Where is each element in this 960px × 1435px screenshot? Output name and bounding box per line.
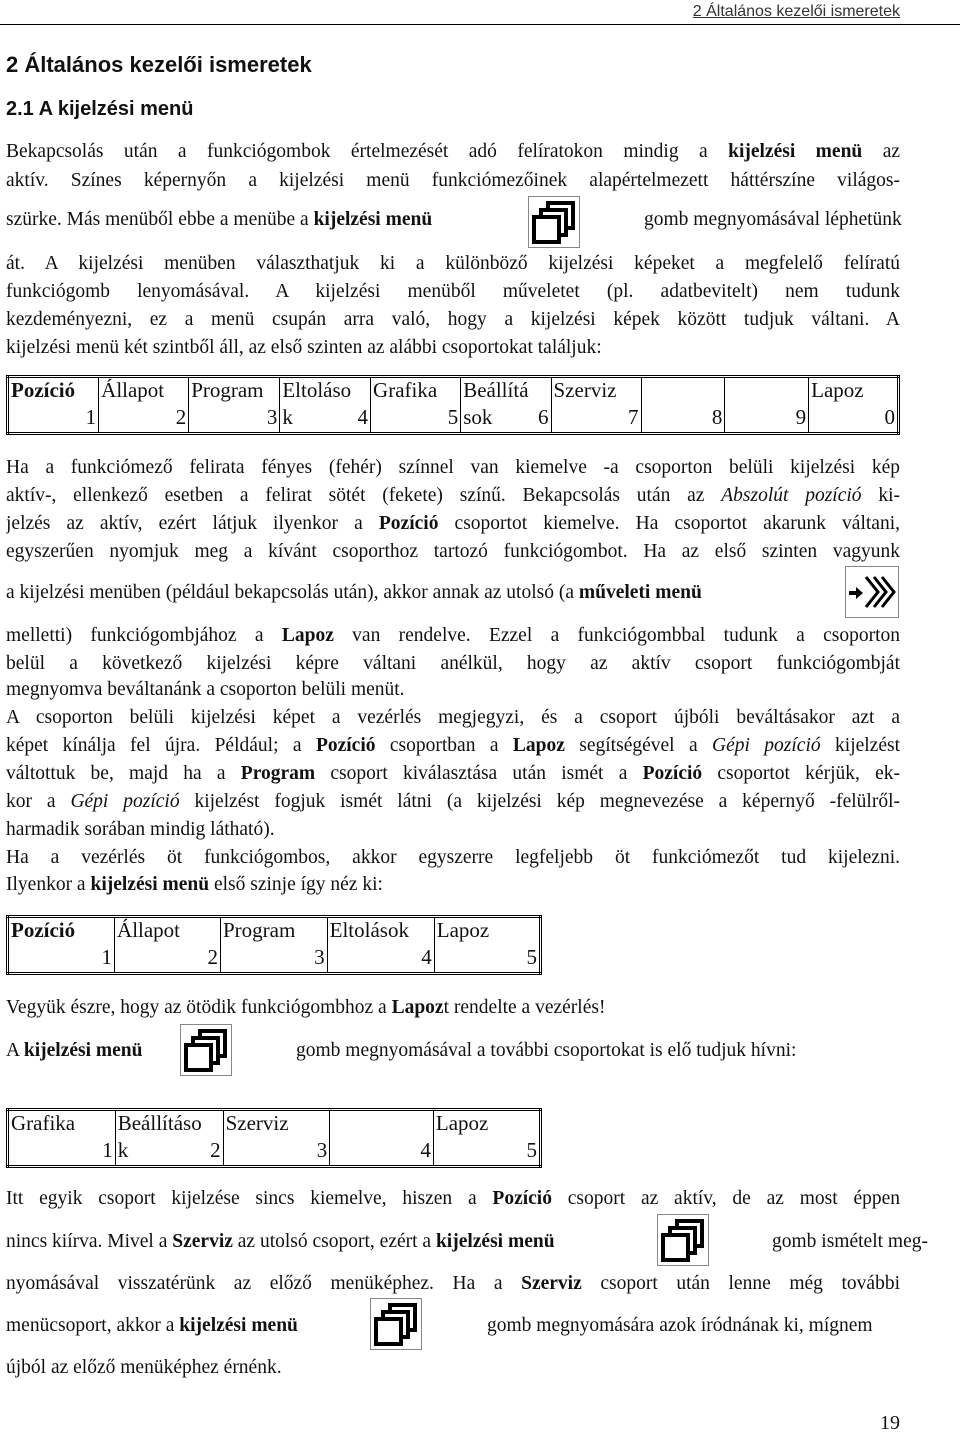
fk5-label-1: Pozíció (11, 918, 76, 942)
fk-number-3: 3 (189, 405, 280, 434)
function-key-table-level2 (6, 1108, 542, 1168)
fk-label-7: Szerviz (551, 377, 641, 406)
p2-line-11: váltottuk be, majd ha a Program csoport kiválasztása után ismét a Pozíció csoportot kérjük, ek- (6, 763, 900, 784)
fk2-number-3: 3 (223, 1138, 330, 1167)
p2-line-8: megnyomva beváltanánk a csoporton belüli menüt. (6, 679, 405, 700)
fk-label-8 (641, 377, 725, 406)
fk2-label-2: Beállításo (115, 1110, 223, 1139)
fk-number-2: 2 (99, 405, 189, 434)
fk2-label-5: Lapoz (433, 1110, 540, 1139)
function-key-table-level1 (6, 375, 900, 435)
p1-line-4: át. A kijelzési menüben választhatjuk ki a különböző kijelzési képeket a megfelelő felíratú (6, 253, 900, 274)
p4-line-2e: gomb ismételt meg- (772, 1231, 928, 1252)
display-menu-button-icon-2[interactable] (180, 1024, 232, 1076)
fk5-label-2: Állapot (115, 917, 221, 946)
p2-line-14: Ha a vezérlés öt funkciógombos, akkor egyszerre legfeljebb öt funkciómezőt tud kijelezni. (6, 847, 900, 868)
running-title: 2 Általános kezelői ismeretek (692, 3, 900, 20)
p1-line-6: kezdeményezni, ez a menü csupán arra való, hogy a kijelzési képek között tudjuk váltani. A (6, 309, 900, 330)
p3-line-2c: gomb megnyomásával a további csoportokat is elő tudjuk hívni: (296, 1040, 797, 1061)
fk2-number-4: 4 (330, 1138, 434, 1167)
p2-line-3: jelzés az aktív, ezért látjuk ilyenkor a Pozíció csoportot kiemelve. Ha csoportot akarunk váltani, (6, 513, 900, 534)
display-menu-button-icon[interactable] (528, 196, 580, 248)
p3-line-1: Vegyük észre, hogy az ötödik funkciógombhoz a Lapozt rendelte a vezérlés! (6, 997, 606, 1018)
p2-line-15: Ilyenkor a kijelzési menü első szinje így néz ki: (6, 874, 383, 895)
fk5-number-5: 5 (434, 945, 540, 974)
p4-line-5: újból az előző menüképhez érnénk. (6, 1357, 282, 1378)
fk2-label-3: Szerviz (223, 1110, 330, 1139)
fk5-label-4: Eltolások (327, 917, 434, 946)
p2-line-5: a kijelzési menüben (például bekapcsolás után), akkor annak az utolsó (a műveleti menü (6, 582, 702, 603)
fk-label-6: Beállítá (461, 377, 551, 406)
fk5-number-2: 2 (115, 945, 221, 974)
fk-label-2: Állapot (99, 377, 189, 406)
operation-menu-button-icon[interactable] (845, 566, 899, 618)
p4-line-4c: gomb megnyomására azok íródnának ki, mígnem (487, 1315, 873, 1336)
fk-label-9 (725, 377, 809, 406)
p2-line-7: belül a következő kijelzési képre váltani anélkül, hogy az aktív csoport funkciógombját (6, 653, 900, 674)
fk2-number-5: 5 (433, 1138, 540, 1167)
p1-line-3a: szürke. Más menüből ebbe a menübe a kijelzési menü (6, 209, 433, 230)
p2-line-9: A csoporton belüli kijelzési képet a vezérlés megjegyzi, és a csoport újbóli beváltásakor azt a (6, 707, 900, 728)
fk-label-1: Pozíció (11, 378, 76, 402)
fk5-number-4: 4 (327, 945, 434, 974)
fk2-number-1: 1 (102, 1138, 113, 1162)
fk-label-5: Grafika (371, 377, 461, 406)
function-key-table-five-keys (6, 915, 542, 975)
p2-line-6: melletti) funkciógombjához a Lapoz van rendelve. Ezzel a funkciógombbal tudunk a csoporton (6, 625, 900, 646)
fk-number-4: k 4 (280, 405, 371, 434)
p2-line-1: Ha a funkciómező felirata fényes (fehér) színnel van kiemelve -a csoporton belüli kijelzési kép (6, 457, 900, 478)
fk-number-8: 8 (641, 405, 725, 434)
fk2-number-2: k 2 (115, 1138, 223, 1167)
p3-line-2a: A kijelzési menü (6, 1040, 143, 1061)
fk-number-1: 1 (85, 405, 97, 429)
fk-label-4: Eltoláso (280, 377, 371, 406)
p1-line-5: funkciógomb lenyomásával. A kijelzési menüből műveletet (pl. adatbevitelt) nem tudunk (6, 281, 900, 302)
p2-line-2: aktív-, ellenkező esetben a felirat sötét (fekete) színű. Bekapcsolás után az Abszolút pozíció ki- (6, 485, 900, 506)
display-menu-button-icon-4[interactable] (370, 1298, 422, 1350)
fk-number-6: sok 6 (461, 405, 551, 434)
p1-line-3c: gomb megnyomásával léphetünk (644, 209, 902, 230)
section-heading: 2.1 A kijelzési menü (6, 98, 194, 120)
header-rule (0, 24, 960, 25)
fk-label-10: Lapoz (809, 377, 899, 406)
p2-line-4: egyszerűen nyomjuk meg a kívánt csoporthoz tartozó funkciógombot. Ha az első szinten vagyunk (6, 541, 900, 562)
p4-line-3: nyomásával visszatérünk az előző menüképhez. Ha a Szerviz csoport után lenne még további (6, 1273, 900, 1294)
p1-line-7: kijelzési menü két szintből áll, az első szinten az alábbi csoportokat találjuk: (6, 337, 602, 358)
page-number: 19 (880, 1412, 900, 1434)
fk5-label-3: Program (220, 917, 327, 946)
p1-line-1: Bekapcsolás után a funkciógombok értelmezését adó felíratokon mindig a kijelzési menü az (6, 141, 900, 162)
chapter-heading: 2 Általános kezelői ismeretek (6, 52, 312, 77)
display-menu-button-icon-3[interactable] (657, 1214, 709, 1266)
running-header (693, 3, 900, 21)
fk-number-10: 0 (809, 405, 899, 434)
p1-line-2: aktív. Színes képernyőn a kijelzési menü funkciómezőinek alapértelmezett háttérszíne világos- (6, 170, 900, 191)
p4-line-4a: menücsoport, akkor a kijelzési menü (6, 1315, 298, 1336)
fk2-label-4 (330, 1110, 434, 1139)
fk-label-3: Program (189, 377, 280, 406)
p4-line-1: Itt egyik csoport kijelzése sincs kiemelve, hiszen a Pozíció csoport az aktív, de az most éppen (6, 1188, 900, 1209)
p2-line-12: kor a Gépi pozíció kijelzést fogjuk ismét látni (a kijelzési kép megnevezése a képernyő -felülről- (6, 791, 900, 812)
fk-number-7: 7 (551, 405, 641, 434)
fk5-number-1: 1 (101, 945, 113, 969)
fk-number-9: 9 (725, 405, 809, 434)
p2-line-10: képet kínálja fel újra. Például; a Pozíció csoportban a Lapoz segítségével a Gépi pozíció kijelzést (6, 735, 900, 756)
fk2-label-1: Grafika (11, 1111, 76, 1135)
fk-number-5: 5 (371, 405, 461, 434)
fk5-number-3: 3 (220, 945, 327, 974)
p4-line-2a: nincs kiírva. Mivel a Szerviz az utolsó csoport, ezért a kijelzési menü (6, 1231, 555, 1252)
p2-line-13: harmadik sorában mindig látható). (6, 819, 275, 840)
fk5-label-5: Lapoz (434, 917, 540, 946)
